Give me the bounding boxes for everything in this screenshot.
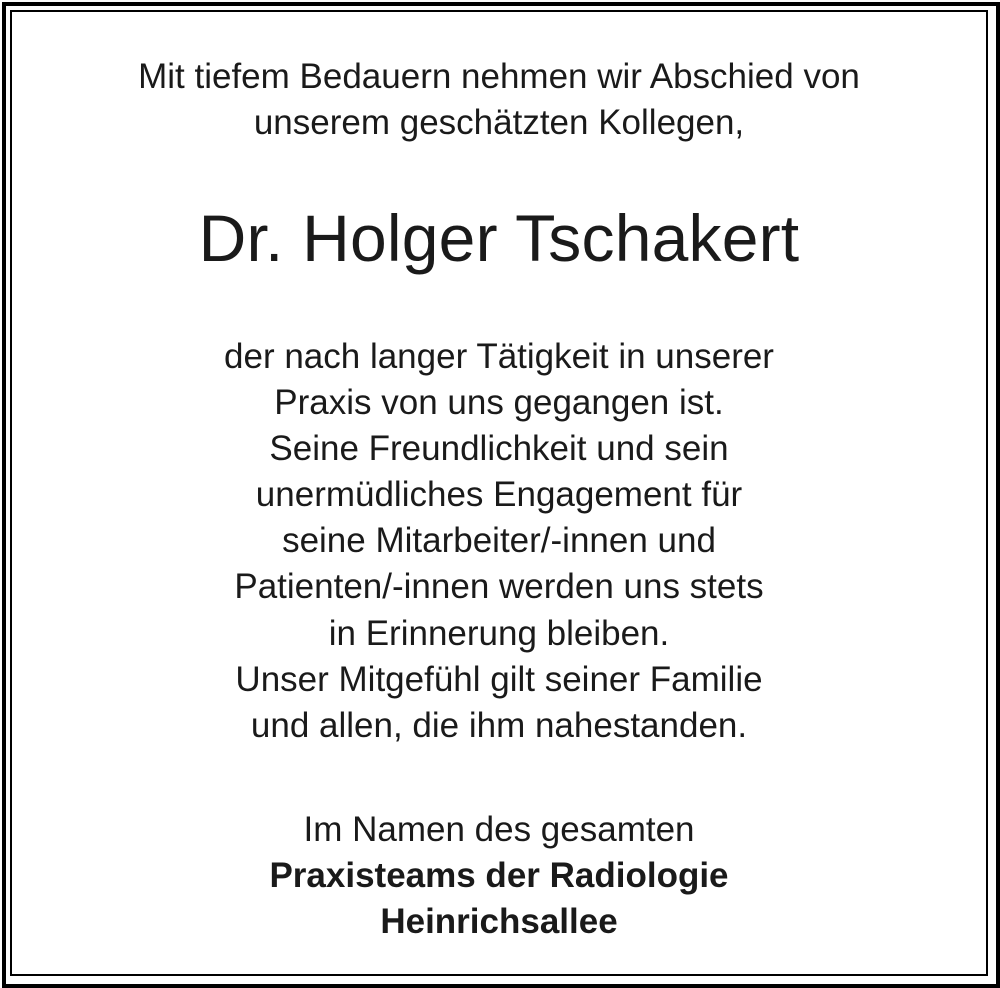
tribute-line: der nach langer Tätigkeit in unserer	[224, 337, 774, 376]
tribute-line: und allen, die ihm nahestanden.	[250, 705, 748, 745]
tribute-line: unermüdliches Engagement für	[255, 475, 743, 515]
intro-line-2: unserem geschätzten Kollegen,	[253, 103, 745, 142]
tribute-line: Seine Freundlichkeit und sein	[269, 429, 729, 469]
tribute-line: in Erinnerung bleiben.	[328, 613, 670, 653]
signature-block	[10, 807, 988, 945]
intro-line-1: Mit tiefem Bedauern nehmen wir Abschied von	[138, 57, 860, 96]
tribute-line: Praxis von uns gegangen ist.	[274, 383, 724, 423]
signature-intro: Im Namen des gesamten	[303, 810, 695, 849]
deceased-name: Dr. Holger Tschakert	[198, 201, 800, 275]
tribute-text	[10, 334, 988, 749]
tribute-line: Patienten/-innen werden uns stets	[234, 567, 764, 607]
tribute-line: Unser Mitgefühl gilt seiner Familie	[235, 659, 763, 699]
signature-location: Heinrichsallee	[380, 902, 618, 941]
tribute-line: seine Mitarbeiter/-innen und	[282, 521, 716, 561]
intro-text	[10, 54, 988, 146]
signature-organization: Praxisteams der Radiologie	[269, 856, 729, 895]
